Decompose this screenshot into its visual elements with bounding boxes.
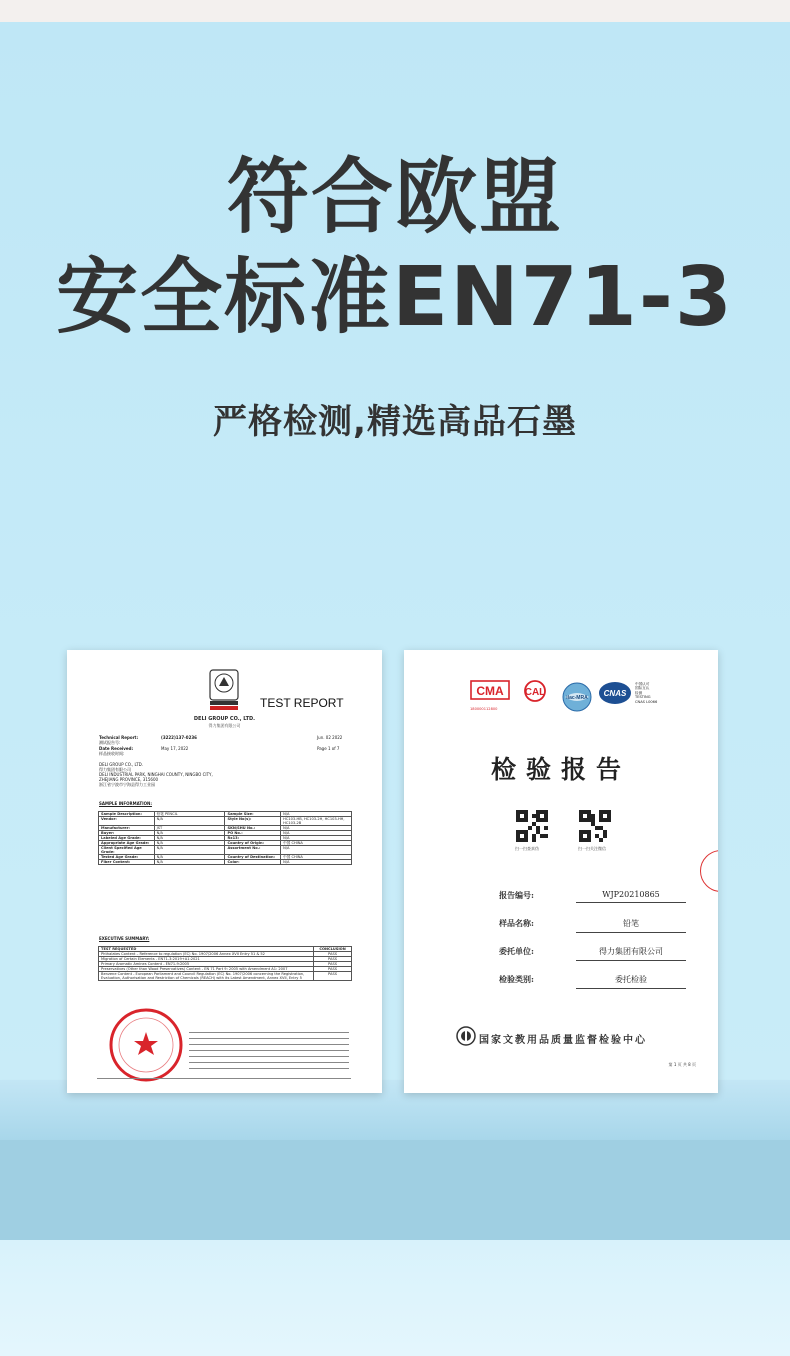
cal-mark-icon xyxy=(518,680,552,706)
tech-report-label: Technical Report: xyxy=(99,735,139,740)
table-cell: Sample Size: xyxy=(225,812,281,817)
table-cell: N/A xyxy=(154,817,225,826)
headline-line2: 安全标准EN71-3 xyxy=(56,250,734,345)
footer-line xyxy=(97,1078,351,1079)
cnas-info-line: 中国认可 xyxy=(635,682,650,686)
address-line: 浙江省宁波市宁海县得力工业园 xyxy=(99,782,155,787)
qr-caption-verify: 扫一扫查真伪 xyxy=(515,846,539,851)
inspection-report-document xyxy=(404,650,718,1093)
table-cell: N/A xyxy=(281,826,352,831)
table-cell: PO No.: xyxy=(225,831,281,836)
cnas-info xyxy=(635,682,657,704)
table-cell: N/A xyxy=(281,831,352,836)
date-received-label: Date Received: xyxy=(99,746,134,751)
conclusion-cell: PASS xyxy=(314,952,352,957)
table-cell: Country of Origin: xyxy=(225,841,281,846)
headline-line1: 符合欧盟 xyxy=(226,150,563,245)
report-date: Jun. 02 2022 xyxy=(317,735,343,740)
table-cell: Assortment No.: xyxy=(225,846,281,855)
cnas-mark-text: CNAS xyxy=(603,689,627,698)
table-cell: Fiber Content: xyxy=(99,860,155,865)
table-row xyxy=(99,860,352,865)
address-line: DELI INDUSTRIAL PARK, NINGHAI COUNTY, NINGBO CITY, xyxy=(99,772,213,777)
cma-mark-text: CMA xyxy=(476,684,504,698)
inspection-report-title: 检验报告 xyxy=(490,755,631,784)
table-cell: N/A xyxy=(281,860,352,865)
table-row xyxy=(99,846,352,855)
table-cell: Style No(s): xyxy=(225,817,281,826)
inspection-center-name: 国家文教用品质量监督检验中心 xyxy=(479,1035,647,1046)
test-requested-cell: Preservatives (Other than Wood Preservatives) Content - EN 71 Part 9: 2005 with Amendment A1: 2007 xyxy=(99,967,314,972)
fine-print-line xyxy=(189,1068,349,1069)
test-requested-cell: Phthalates Content – Reference to regulation (EC) No. 1907/2006 Annex XVII Entry 51 & 52 xyxy=(99,952,314,957)
qr-code-verify-icon xyxy=(516,810,548,842)
conclusion-cell: PASS xyxy=(314,962,352,967)
ilac-mra-mark-icon xyxy=(560,680,594,714)
stamp-edge-icon xyxy=(700,850,718,892)
table-cell: Vendor: xyxy=(99,817,155,826)
company-name-cn: 得力集团有限公司 xyxy=(208,723,241,728)
ilac-mra-mark-text: ilac-MRA xyxy=(566,695,588,701)
table-row xyxy=(99,972,352,981)
table-cell: Country of Destination: xyxy=(225,855,281,860)
report-title: TEST REPORT xyxy=(260,696,344,710)
fine-print-line xyxy=(189,1050,349,1051)
field-label-report-no: 报告编号: xyxy=(499,890,534,900)
conclusion-cell: PASS xyxy=(314,957,352,962)
address-line: ZHEJIANG PROVINCE, 315600 xyxy=(99,777,159,782)
table-cell: Buyer: xyxy=(99,831,155,836)
field-value-report-no: WJP20210865 xyxy=(576,890,686,903)
subheadline: 严格检测,精选高品石墨 xyxy=(213,402,577,442)
table-header-cell: CONCLUSION xyxy=(314,947,352,952)
table-cell: Color: xyxy=(225,860,281,865)
summary-table xyxy=(98,946,352,981)
test-requested-cell: Migration of Certain Elements - EN71-3:2019+A1:2021 xyxy=(99,957,314,962)
table-cell: N/A xyxy=(281,846,352,855)
table-cell: N/A xyxy=(154,846,225,855)
top-strip xyxy=(0,0,790,22)
cnas-info-line: 检测 xyxy=(635,690,643,695)
table-cell: N/A xyxy=(154,831,225,836)
qr-code-wechat-icon xyxy=(579,810,611,842)
field-value-sample-name: 铅笔 xyxy=(576,918,686,933)
bureau-veritas-logo xyxy=(207,668,241,712)
date-received: May 17, 2022 xyxy=(161,746,189,751)
table-cell: SKN/SHU No.: xyxy=(225,826,281,831)
field-value-client: 得力集团有限公司 xyxy=(576,946,686,961)
field-label-sample-name: 样品名称: xyxy=(499,918,534,928)
address-line: 得力集团有限公司 xyxy=(99,767,131,772)
fine-print-line xyxy=(189,1032,349,1033)
qr-caption-wechat: 扫一扫关注微信 xyxy=(578,846,606,851)
inspection-center-logo-icon xyxy=(456,1026,476,1046)
table-cell: N/A xyxy=(154,855,225,860)
fine-print-line xyxy=(189,1038,349,1039)
field-value-inspection-type: 委托检验 xyxy=(576,974,686,989)
table-cell: JST xyxy=(154,826,225,831)
tech-report-number: (3222)137-0236 xyxy=(161,735,197,740)
conclusion-cell: PASS xyxy=(314,972,352,981)
table-cell: Tested Age Grade: xyxy=(99,855,155,860)
table-cell: Rx13: xyxy=(225,836,281,841)
tech-report-label-cn: 测试报告号: xyxy=(99,740,121,745)
page-indicator: 第 1 页 共 8 页 xyxy=(668,1062,696,1067)
field-label-client: 委托单位: xyxy=(499,946,534,956)
cnas-mark-icon xyxy=(598,680,632,708)
table-cell: 中国 CHINA xyxy=(281,855,352,860)
page-number: Page 1 of 7 xyxy=(317,746,340,751)
company-name: DELI GROUP CO., LTD. xyxy=(193,716,256,722)
fine-print-line xyxy=(189,1044,349,1045)
table-cell: Sample Description: xyxy=(99,812,155,817)
table-cell: HC103-HB, HC103-2H, HC103-HH, HC103-2B xyxy=(281,817,352,826)
test-requested-cell: Primary Aromatic Amines Content - EN71-9:2005 xyxy=(99,962,314,967)
table-cell: N/A xyxy=(281,812,352,817)
address-line: DELI GROUP CO., LTD. xyxy=(99,762,143,767)
table-cell: Appropriate Age Grade: xyxy=(99,841,155,846)
table-cell: N/A xyxy=(154,860,225,865)
cnas-info-line: TESTING xyxy=(635,695,651,700)
table-header-cell: TEST REQUESTED xyxy=(99,947,314,952)
test-report-document xyxy=(67,650,382,1093)
table-cell: 铅笔 PENCIL xyxy=(154,812,225,817)
fine-print-line xyxy=(189,1056,349,1057)
summary-heading: EXECUTIVE SUMMARY: xyxy=(99,936,150,941)
table-cell: Labeled Age Grade: xyxy=(99,836,155,841)
table-cell: N/A xyxy=(281,836,352,841)
table-cell: 中国 CHINA xyxy=(281,841,352,846)
date-received-label-cn: 样品接收时间: xyxy=(99,751,125,756)
cma-mark-icon xyxy=(470,680,510,706)
cnas-info-line: 国际互认 xyxy=(635,686,650,691)
test-requested-cell: Benzene Content - European Parliament and Council Regulation (EC) No. 1907/2006 concerning the Registration, Evaluation, Authorisation and Restriction of Chemicals (REACH) with its Latest Amendment, Annex XVII, Entry 5 xyxy=(99,972,314,981)
cma-number: 180000112800 xyxy=(470,707,498,711)
sample-info-heading: SAMPLE INFORMATION: xyxy=(99,801,152,806)
table-row xyxy=(99,817,352,826)
official-seal-icon xyxy=(107,1006,185,1084)
table-cell: N/A xyxy=(154,841,225,846)
conclusion-cell: PASS xyxy=(314,967,352,972)
table-cell: N/A xyxy=(154,836,225,841)
fine-print-line xyxy=(189,1062,349,1063)
cal-mark-text: CAL xyxy=(524,687,546,698)
field-label-inspection-type: 检验类别: xyxy=(499,974,534,984)
table-cell: Client Specified Age Grade: xyxy=(99,846,155,855)
cnas-info-line: CNAS L0066 xyxy=(635,699,658,704)
floor-lower xyxy=(0,1240,790,1356)
sample-info-table xyxy=(98,811,352,865)
table-cell: Manufacturer: xyxy=(99,826,155,831)
floor-band xyxy=(0,1140,790,1240)
